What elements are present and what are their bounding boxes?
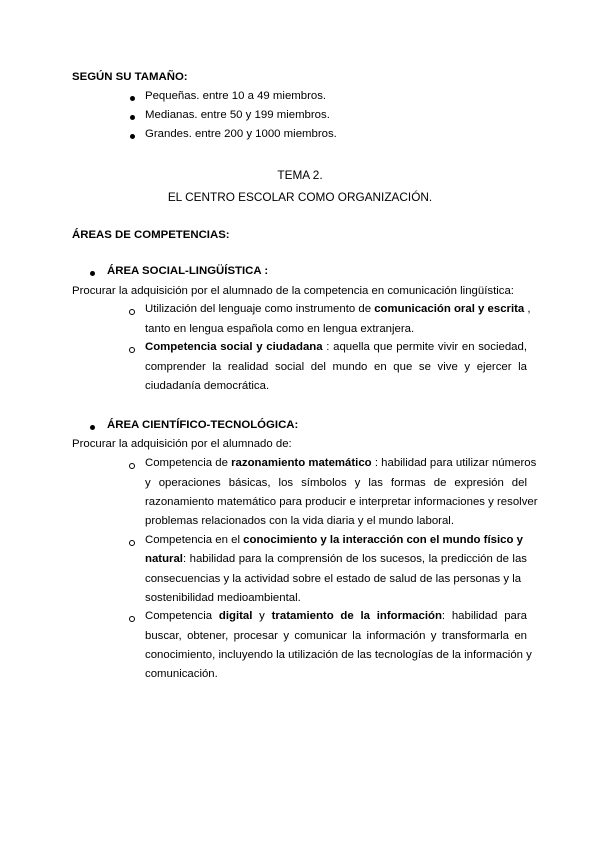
science-item3-line1: Competencia digital y tratamiento de la información: habilidad para bbox=[145, 610, 527, 622]
theme-title: EL CENTRO ESCOLAR COMO ORGANIZACIÓN. bbox=[167, 190, 433, 204]
science-item2-line1: Competencia en el conocimiento y la interacción con el mundo físico y bbox=[145, 534, 523, 546]
bullet-disc-icon bbox=[130, 115, 135, 120]
areas-heading: ÁREAS DE COMPETENCIAS: bbox=[72, 229, 230, 241]
science-item2-line4: sostenibilidad medioambiental. bbox=[145, 592, 301, 604]
science-item1-line4: problemas relacionados con la vida diaria y el mundo laboral. bbox=[145, 515, 454, 527]
science-item1-line1: Competencia de razonamiento matemático : habilidad para utilizar números bbox=[145, 457, 537, 469]
bullet-circle-icon bbox=[129, 463, 135, 469]
bullet-disc-icon bbox=[90, 271, 95, 276]
science-item1-line3: razonamiento matemático para producir e interpretar informaciones y resolver bbox=[145, 496, 538, 508]
science-heading: ÁREA CIENTÍFICO-TECNOLÓGICA: bbox=[107, 419, 299, 431]
science-item3-line2: buscar, obtener, procesar y comunicar la información y transformarla en bbox=[145, 630, 527, 642]
size-item-small: Pequeñas. entre 10 a 49 miembros. bbox=[145, 90, 327, 102]
bullet-circle-icon bbox=[129, 347, 135, 353]
social-item2-line3: ciudadanía democrática. bbox=[145, 380, 270, 392]
science-item1-line2: y operaciones básicas, los símbolos y las formas de expresión del bbox=[145, 477, 527, 489]
bullet-circle-icon bbox=[129, 309, 135, 315]
theme-number: TEMA 2. bbox=[277, 168, 323, 182]
science-item3-line3: conocimiento, incluyendo la utilización de las tecnologías de la información y bbox=[145, 649, 532, 661]
size-heading: SEGÚN SU TAMAÑO: bbox=[72, 71, 188, 83]
bullet-disc-icon bbox=[130, 96, 135, 101]
social-heading: ÁREA SOCIAL-LINGÜÍSTICA : bbox=[107, 265, 269, 277]
social-intro: Procurar la adquisición por el alumnado de la competencia en comunicación lingüística: bbox=[72, 285, 514, 297]
size-item-medium: Medianas. entre 50 y 199 miembros. bbox=[145, 109, 330, 121]
social-item2-line2: comprender la realidad social del mundo en que se vive y ejercer la bbox=[145, 361, 527, 373]
social-item2-line1: Competencia social y ciudadana : aquella que permite vivir en sociedad, bbox=[145, 341, 528, 353]
science-item2-line3: consecuencias y la actividad sobre el estado de salud de las personas y la bbox=[145, 573, 522, 585]
science-item3-line4: comunicación. bbox=[145, 668, 218, 680]
science-item2-line2: natural: habilidad para la comprensión de los sucesos, la predicción de las bbox=[145, 553, 527, 565]
science-intro: Procurar la adquisición por el alumnado de: bbox=[72, 438, 292, 450]
social-item1-line1: Utilización del lenguaje como instrumento de comunicación oral y escrita , bbox=[145, 303, 531, 315]
size-item-large: Grandes. entre 200 y 1000 miembros. bbox=[145, 128, 337, 140]
bullet-disc-icon bbox=[130, 134, 135, 139]
bullet-circle-icon bbox=[129, 616, 135, 622]
social-item1-line2: tanto en lengua española como en lengua extranjera. bbox=[145, 323, 415, 335]
bullet-disc-icon bbox=[90, 425, 95, 430]
bullet-circle-icon bbox=[129, 540, 135, 546]
